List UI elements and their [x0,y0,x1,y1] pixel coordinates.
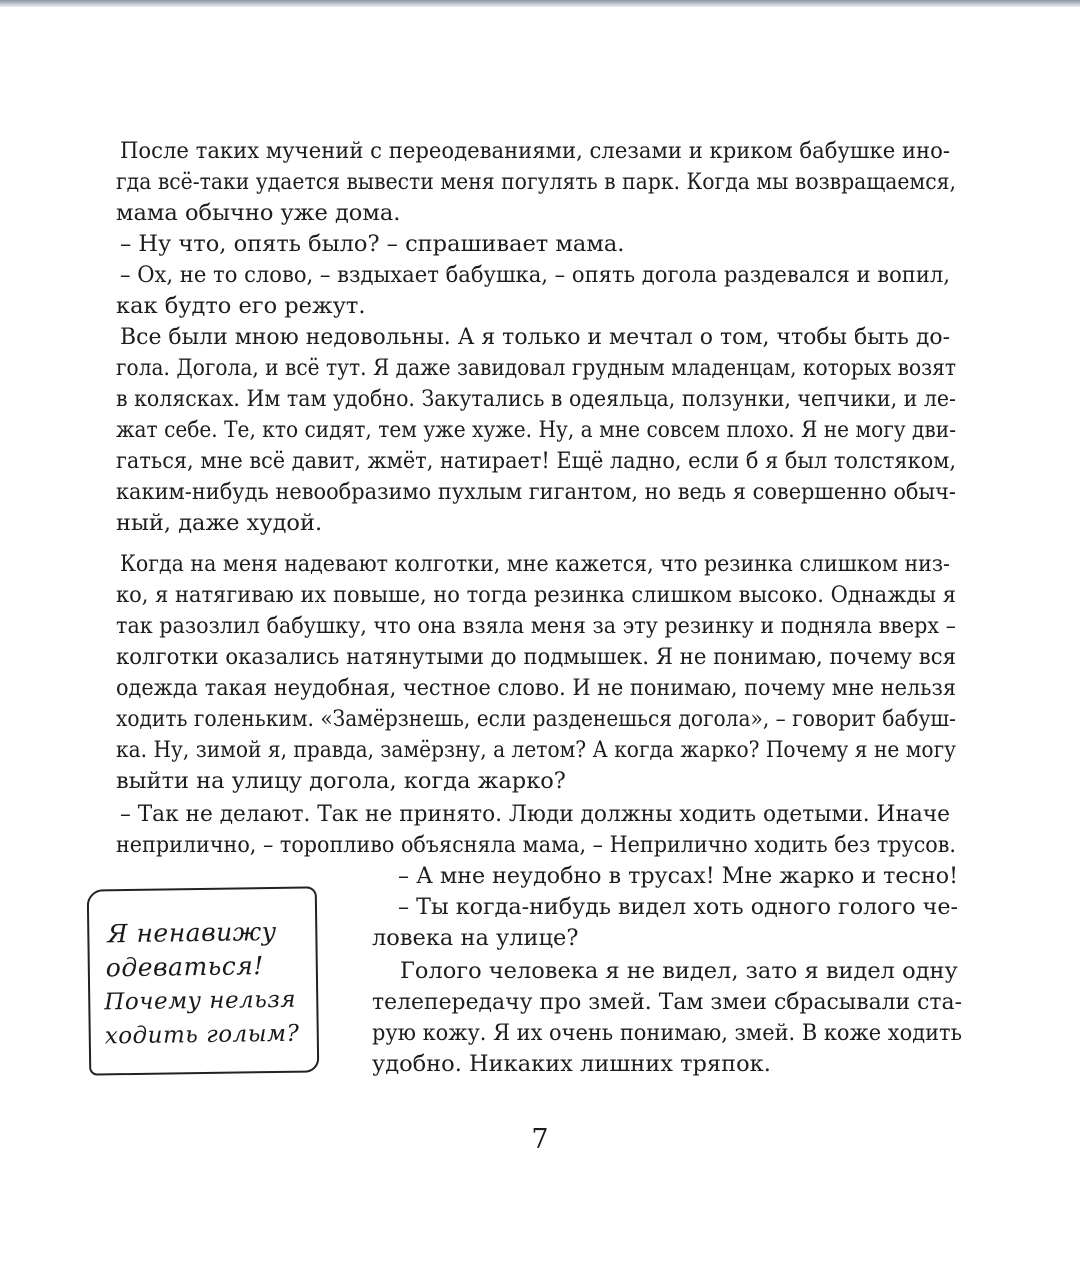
page-top-edge [0,0,1080,7]
text-line: ходить голеньким. «Замёрзнешь, если разденешься догола», – говорит бабуш- [116,706,956,732]
note-line: ходить голым? [104,1020,300,1050]
text-line: так разозлил бабушку, что она взяла меня за эту резинку и подняла вверх – [116,613,956,639]
text-line: гда всё-таки удается вывести меня погулять в парк. Когда мы возвращаемся, [116,169,956,195]
text-line: После таких мучений с переодеваниями, слезами и криком бабушке ино- [120,138,950,164]
text-line: одежда такая неудобная, честное слово. И не понимаю, почему мне нельзя [116,675,956,701]
text-line: – А мне неудобно в трусах! Мне жарко и тесно! [398,863,958,889]
text-line: – Ну что, опять было? – спрашивает мама. [120,231,625,257]
text-line: ный, даже худой. [116,510,323,536]
note-line: Я ненавижу [107,916,277,949]
text-line: выйти на улицу догола, когда жарко? [116,768,566,794]
text-line: ка. Ну, зимой я, правда, замёрзну, а летом? А когда жарко? Почему я не могу [116,737,956,763]
text-line: рую кожу. Я их очень понимаю, змей. В коже ходить [372,1020,962,1046]
text-line: ко, я натягиваю их повыше, но тогда резинка слишком высоко. Однажды я [116,582,956,608]
text-line: – Ты когда-нибудь видел хоть одного голого че- [398,894,958,920]
handwritten-note [87,886,320,1075]
page-number: 7 [531,1124,549,1155]
text-line: каким-нибудь невообразимо пухлым гигантом, но ведь я совершенно обыч- [116,479,956,505]
text-line: телепередачу про змей. Там змеи сбрасывали ста- [372,989,962,1015]
text-line: гола. Догола, и всё тут. Я даже завидовал грудным младенцам, которых возят [116,355,956,381]
note-line: Почему нельзя [104,986,297,1016]
text-line: удобно. Никаких лишних тряпок. [372,1051,771,1077]
text-line: ловека на улице? [372,925,579,951]
text-line: жат себе. Те, кто сидят, тем уже хуже. Ну, а мне совсем плохо. Я не могу дви- [116,417,956,443]
text-line: Голого человека я не видел, зато я видел одну [400,958,958,984]
text-line: Все были мною недовольны. А я только и мечтал о том, чтобы быть до- [120,324,950,350]
text-line: колготки оказались натянутыми до подмышек. Я не понимаю, почему вся [116,644,956,670]
text-line: как будто его режут. [116,293,366,319]
text-line: в колясках. Им там удобно. Закутались в одеяльца, ползунки, чепчики, и ле- [116,386,956,412]
text-line: – Ох, не то слово, – вздыхает бабушка, – опять догола раздевался и вопил, [120,262,950,288]
text-line: неприлично, – торопливо объясняла мама, – Неприлично ходить без трусов. [116,832,956,858]
text-line: мама обычно уже дома. [116,200,401,226]
text-line: Когда на меня надевают колготки, мне кажется, что резинка слишком низ- [120,551,950,577]
text-line: гаться, мне всё давит, жмёт, натирает! Ещё ладно, если б я был толстяком, [116,448,956,474]
note-line: одеваться! [105,951,265,983]
text-line: – Так не делают. Так не принято. Люди должны ходить одетыми. Иначе [120,801,950,827]
